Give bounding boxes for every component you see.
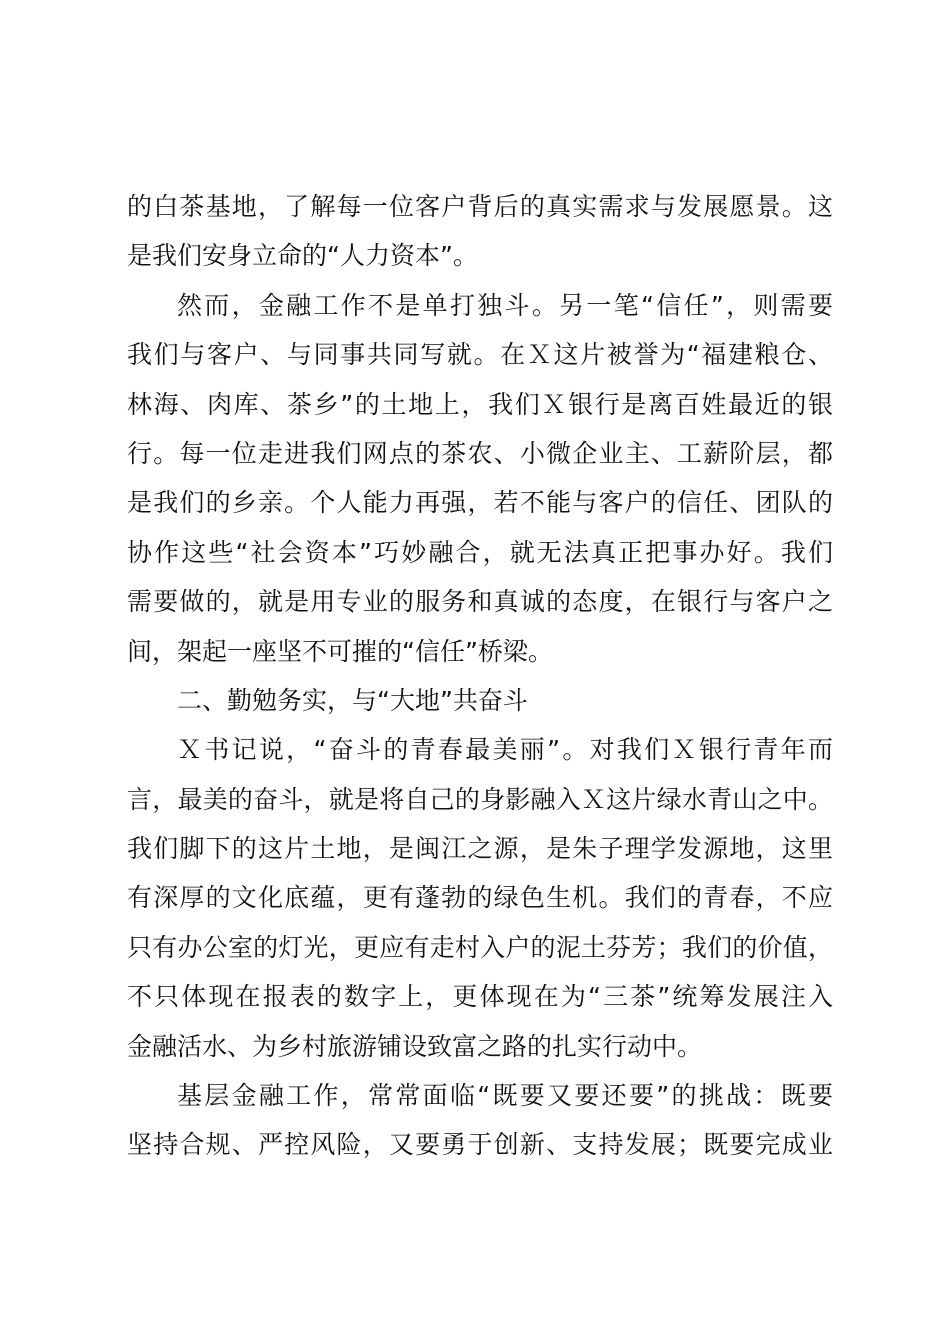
text-line: 间，架起一座坚不可摧的“信任”桥梁。 [127,636,553,666]
text-line: 是我们安身立命的“人力资本”。 [127,241,478,271]
text-line: 言，最美的奋斗，就是将自己的身影融入Ｘ这片绿水青山之中。 [127,784,833,814]
text-line: 不只体现在报表的数字上，更体现在为“三茶”统筹发展注入 [127,982,833,1012]
text-line: 需要做的，就是用专业的服务和真诚的态度，在银行与客户之 [127,587,833,617]
text-line: 金融活水、为乡村旅游铺设致富之路的扎实行动中。 [127,1031,703,1061]
text-line: 有深厚的文化底蕴，更有蓬勃的绿色生机。我们的青春，不应 [127,883,833,913]
text-line: 协作这些“社会资本”巧妙融合，就无法真正把事办好。我们 [127,537,833,567]
text-line: 是我们的乡亲。个人能力再强，若不能与客户的信任、团队的 [127,488,833,518]
text-line: 我们与客户、与同事共同写就。在Ｘ这片被誉为“福建粮仓、 [127,340,833,370]
text-line: 行。每一位走进我们网点的茶农、小微企业主、工薪阶层，都 [127,438,833,468]
paragraph-start-line: 基层金融工作，常常面临“既要又要还要”的挑战：既要 [177,1081,833,1111]
text-line: 只有办公室的灯光，更应有走村入户的泥土芬芳；我们的价值， [127,932,833,962]
text-line: 的白茶基地，了解每一位客户背后的真实需求与发展愿景。这 [127,192,833,221]
body-text [127,182,833,1170]
paragraph-start-line: 然而，金融工作不是单打独斗。另一笔“信任”，则需要 [177,290,833,320]
text-line: 坚持合规、严控风险，又要勇于创新、支持发展；既要完成业 [127,1130,833,1160]
text-line: 林海、肉库、茶乡”的土地上，我们Ｘ银行是离百姓最近的银 [127,389,833,419]
text-line: 我们脚下的这片土地，是闽江之源，是朱子理学发源地，这里 [127,834,833,864]
section-heading: 二、勤勉务实，与“大地”共奋斗 [177,685,528,715]
paragraph-start-line: Ｘ书记说，“奋斗的青春最美丽”。对我们Ｘ银行青年而 [177,735,833,765]
